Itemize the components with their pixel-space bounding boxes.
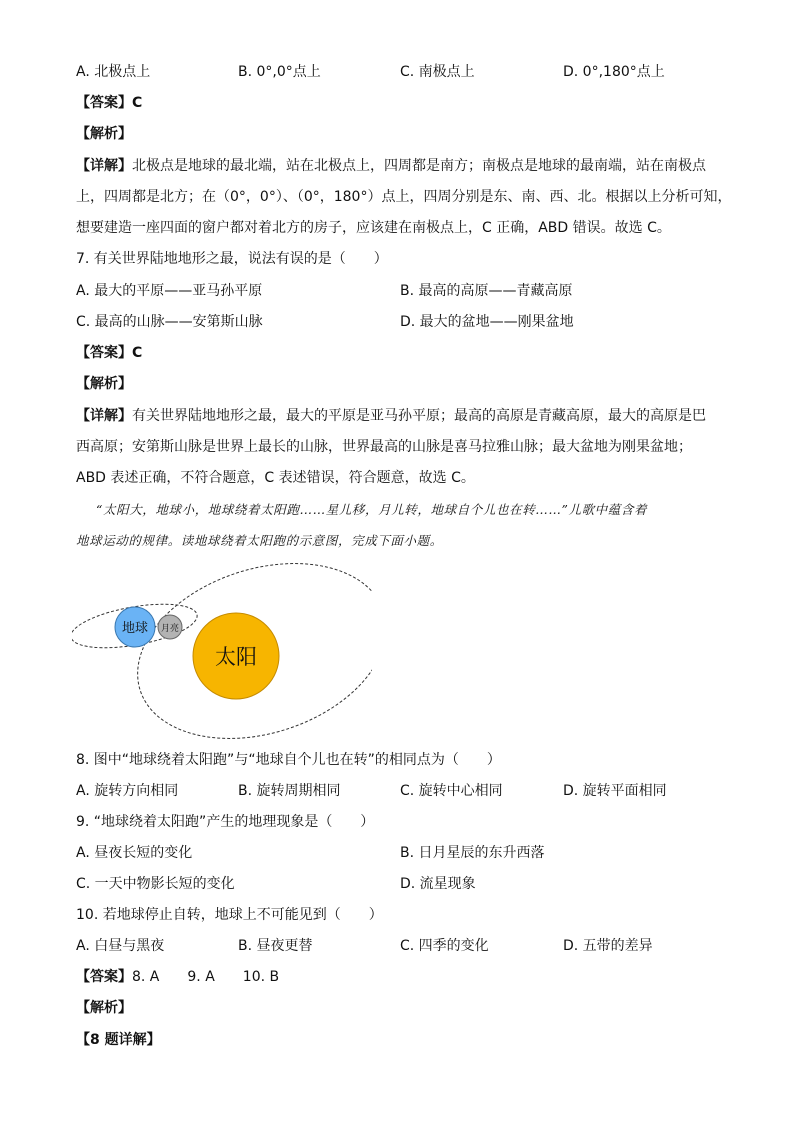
intro-line-1: “太阳大，地球小，地球绕着太阳跑……星儿移，月儿转，地球自个儿也在转……”儿歌中蕴含着 [96,502,648,517]
final-detail-heading: 【8 题详解】 [76,1032,161,1048]
q10-option-c: C. 四季的变化 [400,938,489,954]
q7-option-b: B. 最高的高原——青藏高原 [400,283,573,299]
q6-detail-tag: 【详解】 [76,158,132,174]
q8-option-d: D. 旋转平面相同 [563,783,667,799]
q7-stem: 7. 有关世界陆地地形之最，说法有误的是（ ） [76,251,388,267]
q7-option-d: D. 最大的盆地——刚果盆地 [400,314,574,330]
q10-option-b: B. 昼夜更替 [238,938,313,954]
q9-option-d: D. 流星现象 [400,876,476,892]
q8-option-c: C. 旋转中心相同 [400,783,503,799]
q9-option-b: B. 日月星辰的东升西落 [400,845,545,861]
final-answer-8: 8. A [132,969,160,985]
final-answer-10: 10. B [242,969,280,985]
final-answer-9: 9. A [187,969,215,985]
q7-option-c: C. 最高的山脉——安第斯山脉 [76,314,263,330]
q7-detail-line-2: 西高原；安第斯山脉是世界上最长的山脉，世界最高的山脉是喜马拉雅山脉；最大盆地为刚果盆地； [76,439,692,455]
q7-detail-line-1 [76,406,706,426]
q6-detail-line-2: 上，四周都是北方；在（0°，0°）、（0°，180°）点上，四周分别是东、南、西、北。根据以上分析可知， [76,189,732,205]
q8-option-b: B. 旋转周期相同 [238,783,341,799]
moon-label: 月亮 [160,624,180,634]
earth-label: 地球 [121,621,149,636]
q6-analysis-heading: 【解析】 [76,126,132,142]
q6-option-d: D. 0°,180°点上 [563,64,665,80]
q6-detail-line-1 [76,156,706,176]
q10-option-a: A. 白昼与黑夜 [76,938,165,954]
intro-line-2: 地球运动的规律。读地球绕着太阳跑的示意图，完成下面小题。 [76,533,443,548]
q7-detail-tag: 【详解】 [76,408,132,424]
q8-option-a: A. 旋转方向相同 [76,783,179,799]
q6-answer: 【答案】C [76,95,143,111]
q6-option-b: B. 0°,0°点上 [238,64,321,80]
final-answer-tag: 【答案】 [76,969,132,985]
q7-option-a: A. 最大的平原——亚马孙平原 [76,283,263,299]
q7-answer: 【答案】C [76,345,143,361]
final-analysis-heading: 【解析】 [76,1000,132,1016]
q9-stem: 9. “地球绕着太阳跑”产生的地理现象是（ ） [76,814,375,830]
q7-analysis-heading: 【解析】 [76,376,132,392]
q6-detail-line-3: 想要建造一座四面的窗户都对着北方的房子，应该建在南极点上，C 正确，ABD 错误。故选 C。 [76,220,671,236]
q6-option-c: C. 南极点上 [400,64,475,80]
sun-label: 太阳 [215,645,257,669]
earth-orbit-diagram [72,558,372,743]
q7-detail-text-1: 有关世界陆地地形之最，最大的平原是亚马孙平原；最高的高原是青藏高原，最大的高原是巴 [132,408,706,424]
q10-stem: 10. 若地球停止自转，地球上不可能见到（ ） [76,907,383,923]
final-answer-line [76,967,279,987]
q8-stem: 8. 图中“地球绕着太阳跑”与“地球自个儿也在转”的相同点为（ ） [76,752,501,768]
q9-option-c: C. 一天中物影长短的变化 [76,876,235,892]
q7-detail-line-3: ABD 表述正确，不符合题意，C 表述错误，符合题意，故选 C。 [76,470,475,486]
q6-option-a: A. 北极点上 [76,64,151,80]
q10-option-d: D. 五带的差异 [563,938,653,954]
q6-detail-text-1: 北极点是地球的最北端，站在北极点上，四周都是南方；南极点是地球的最南端，站在南极点 [132,158,706,174]
q9-option-a: A. 昼夜长短的变化 [76,845,193,861]
